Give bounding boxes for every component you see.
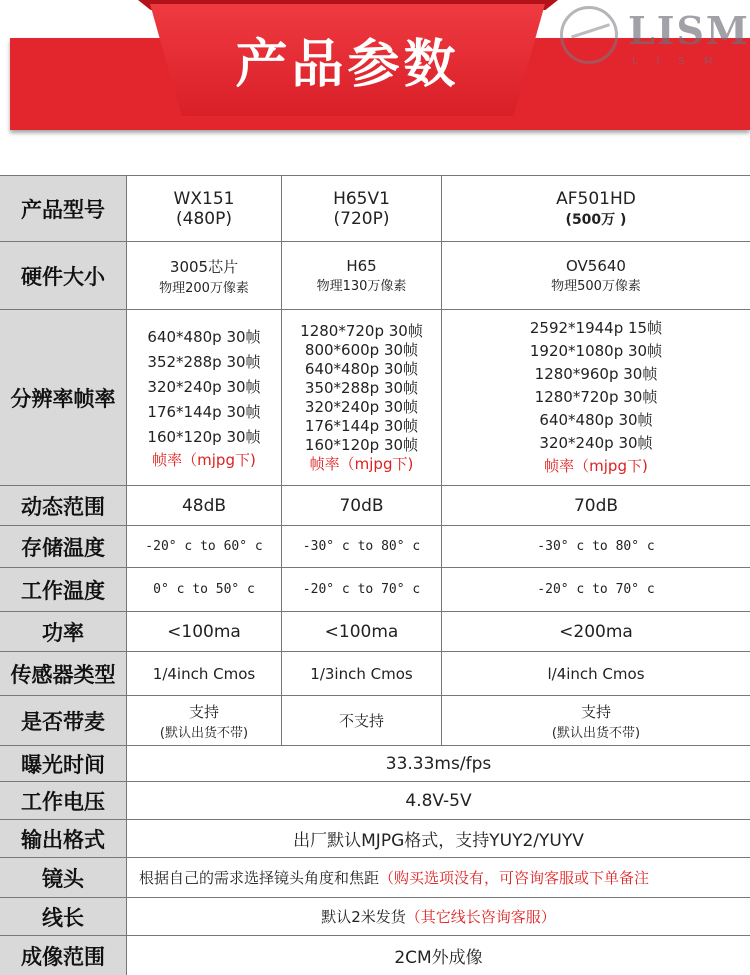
resolution-item: 1920*1080p 30帧 [529, 342, 663, 360]
cell-value: 33.33ms/fps [126, 746, 750, 781]
cell-value: 出厂默认MJPG格式，支持YUY2/YUYV [126, 820, 750, 857]
cell-wx151 [126, 176, 281, 241]
row-label: 硬件大小 [0, 242, 126, 309]
table-row-hardware [0, 241, 750, 309]
cell-value: 70dB [441, 486, 750, 525]
row-label: 分辨率帧率 [0, 310, 126, 485]
cell-mic-2: 不支持 [281, 696, 441, 745]
row-label: 工作电压 [0, 782, 126, 819]
resolution-item: 350*288p 30帧 [304, 378, 419, 397]
model-name: H65V1 [333, 188, 390, 209]
fps-note: 帧率（mjpg下) [544, 457, 648, 475]
resolution-item: 640*480p 30帧 [304, 359, 419, 378]
table-row-dynamic-range [0, 485, 750, 525]
cell-resolution-3 [441, 310, 750, 485]
cell-value: -20° c to 70° c [281, 568, 441, 611]
cell-value: 48dB [126, 486, 281, 525]
chip-name: 3005芯片 [169, 257, 239, 276]
row-label: 功率 [0, 612, 126, 651]
pixel-count: 物理500万像素 [551, 279, 641, 294]
lens-text: 根据自己的需求选择镜头角度和焦距 [139, 869, 380, 887]
row-label: 存储温度 [0, 526, 126, 567]
resolution-item: 160*120p 30帧 [304, 435, 419, 454]
model-res: (500万 ) [565, 211, 627, 228]
cell-value: <100ma [126, 612, 281, 651]
table-row-output-format [0, 819, 750, 857]
cell-value: 2CM外成像 [126, 936, 750, 975]
cell-mic-1 [126, 696, 281, 745]
resolution-item: 1280*720p 30帧 [534, 388, 658, 406]
model-res: (480P) [176, 208, 232, 229]
cell-resolution-2 [281, 310, 441, 485]
cell-value: <200ma [441, 612, 750, 651]
resolution-item: 352*288p 30帧 [147, 353, 261, 371]
logo-sub: LISM [632, 56, 732, 67]
row-label: 动态范围 [0, 486, 126, 525]
resolution-item: 1280*960p 30帧 [534, 365, 658, 383]
row-label: 镜头 [0, 858, 126, 897]
model-name: WX151 [173, 188, 235, 209]
pixel-count: 物理200万像素 [159, 280, 249, 296]
mic-support: 支持 [580, 702, 611, 721]
resolution-item: 320*240p 30帧 [539, 434, 653, 452]
cell-value: 0° c to 50° c [126, 568, 281, 611]
cable-note: （其它线长咨询客服） [405, 908, 556, 926]
resolution-item: 320*240p 30帧 [147, 378, 261, 396]
cell-hardware-3 [441, 242, 750, 309]
chip-name: H65 [346, 257, 377, 275]
cable-text: 默认2米发货 [321, 908, 406, 926]
cell-value: -30° c to 80° c [281, 526, 441, 567]
row-label: 产品型号 [0, 176, 126, 241]
resolution-item: 176*144p 30帧 [304, 416, 419, 435]
cell-value: 1/3inch Cmos [281, 652, 441, 695]
page-title: 产品参数 [235, 35, 460, 95]
fps-note: 帧率（mjpg下) [152, 451, 256, 469]
model-name: AF501HD [556, 188, 636, 209]
resolution-item: 160*120p 30帧 [147, 428, 261, 446]
resolution-item: 176*144p 30帧 [147, 403, 261, 421]
cell-value: <100ma [281, 612, 441, 651]
cell-lens [126, 858, 750, 897]
row-label: 工作温度 [0, 568, 126, 611]
resolution-item: 800*600p 30帧 [304, 340, 419, 359]
table-row-microphone [0, 695, 750, 745]
cell-value: -20° c to 60° c [126, 526, 281, 567]
cell-value: -20° c to 70° c [441, 568, 750, 611]
row-label: 传感器类型 [0, 652, 126, 695]
row-label: 输出格式 [0, 820, 126, 857]
cell-value: l/4inch Cmos [441, 652, 750, 695]
resolution-item: 640*480p 30帧 [147, 328, 261, 346]
cell-value: 70dB [281, 486, 441, 525]
cell-hardware-1 [126, 242, 281, 309]
resolution-item: 640*480p 30帧 [539, 411, 653, 429]
logo-name: LISM [628, 8, 750, 53]
row-label: 线长 [0, 898, 126, 935]
table-row-imaging [0, 935, 750, 975]
pixel-count: 物理130万像素 [316, 279, 407, 294]
row-label: 是否带麦 [0, 696, 126, 745]
row-label: 曝光时间 [0, 746, 126, 781]
table-row-power [0, 611, 750, 651]
model-res: (720P) [333, 208, 390, 229]
cell-value: 1/4inch Cmos [126, 652, 281, 695]
mic-support: 支持 [188, 702, 219, 721]
cell-cable [126, 898, 750, 935]
cell-af501hd [441, 176, 750, 241]
fps-note: 帧率（mjpg下) [309, 454, 414, 473]
table-row-exposure [0, 745, 750, 781]
table-row-lens [0, 857, 750, 897]
mic-note: (默认出货不带) [159, 725, 249, 741]
table-row-work-temp [0, 567, 750, 611]
cell-h65v1 [281, 176, 441, 241]
chip-name: OV5640 [566, 257, 626, 275]
logo-ring-icon [560, 6, 618, 64]
resolution-item: 1280*720p 30帧 [300, 321, 423, 340]
mic-note: (默认出货不带) [551, 725, 641, 741]
table-row-sensor [0, 651, 750, 695]
cell-value: -30° c to 80° c [441, 526, 750, 567]
row-label: 成像范围 [0, 936, 126, 975]
cell-hardware-2 [281, 242, 441, 309]
table-row-model [0, 175, 750, 241]
cell-value: 4.8V-5V [126, 782, 750, 819]
table-row-voltage [0, 781, 750, 819]
table-row-resolution [0, 309, 750, 485]
table-row-storage-temp [0, 525, 750, 567]
cell-resolution-1 [126, 310, 281, 485]
resolution-item: 2592*1944p 15帧 [529, 319, 663, 337]
table-row-cable [0, 897, 750, 935]
resolution-item: 320*240p 30帧 [304, 397, 419, 416]
brand-logo [556, 6, 750, 72]
lens-note: （购买选项没有，可咨询客服或下单备注 [379, 869, 650, 887]
cell-mic-3 [441, 696, 750, 745]
